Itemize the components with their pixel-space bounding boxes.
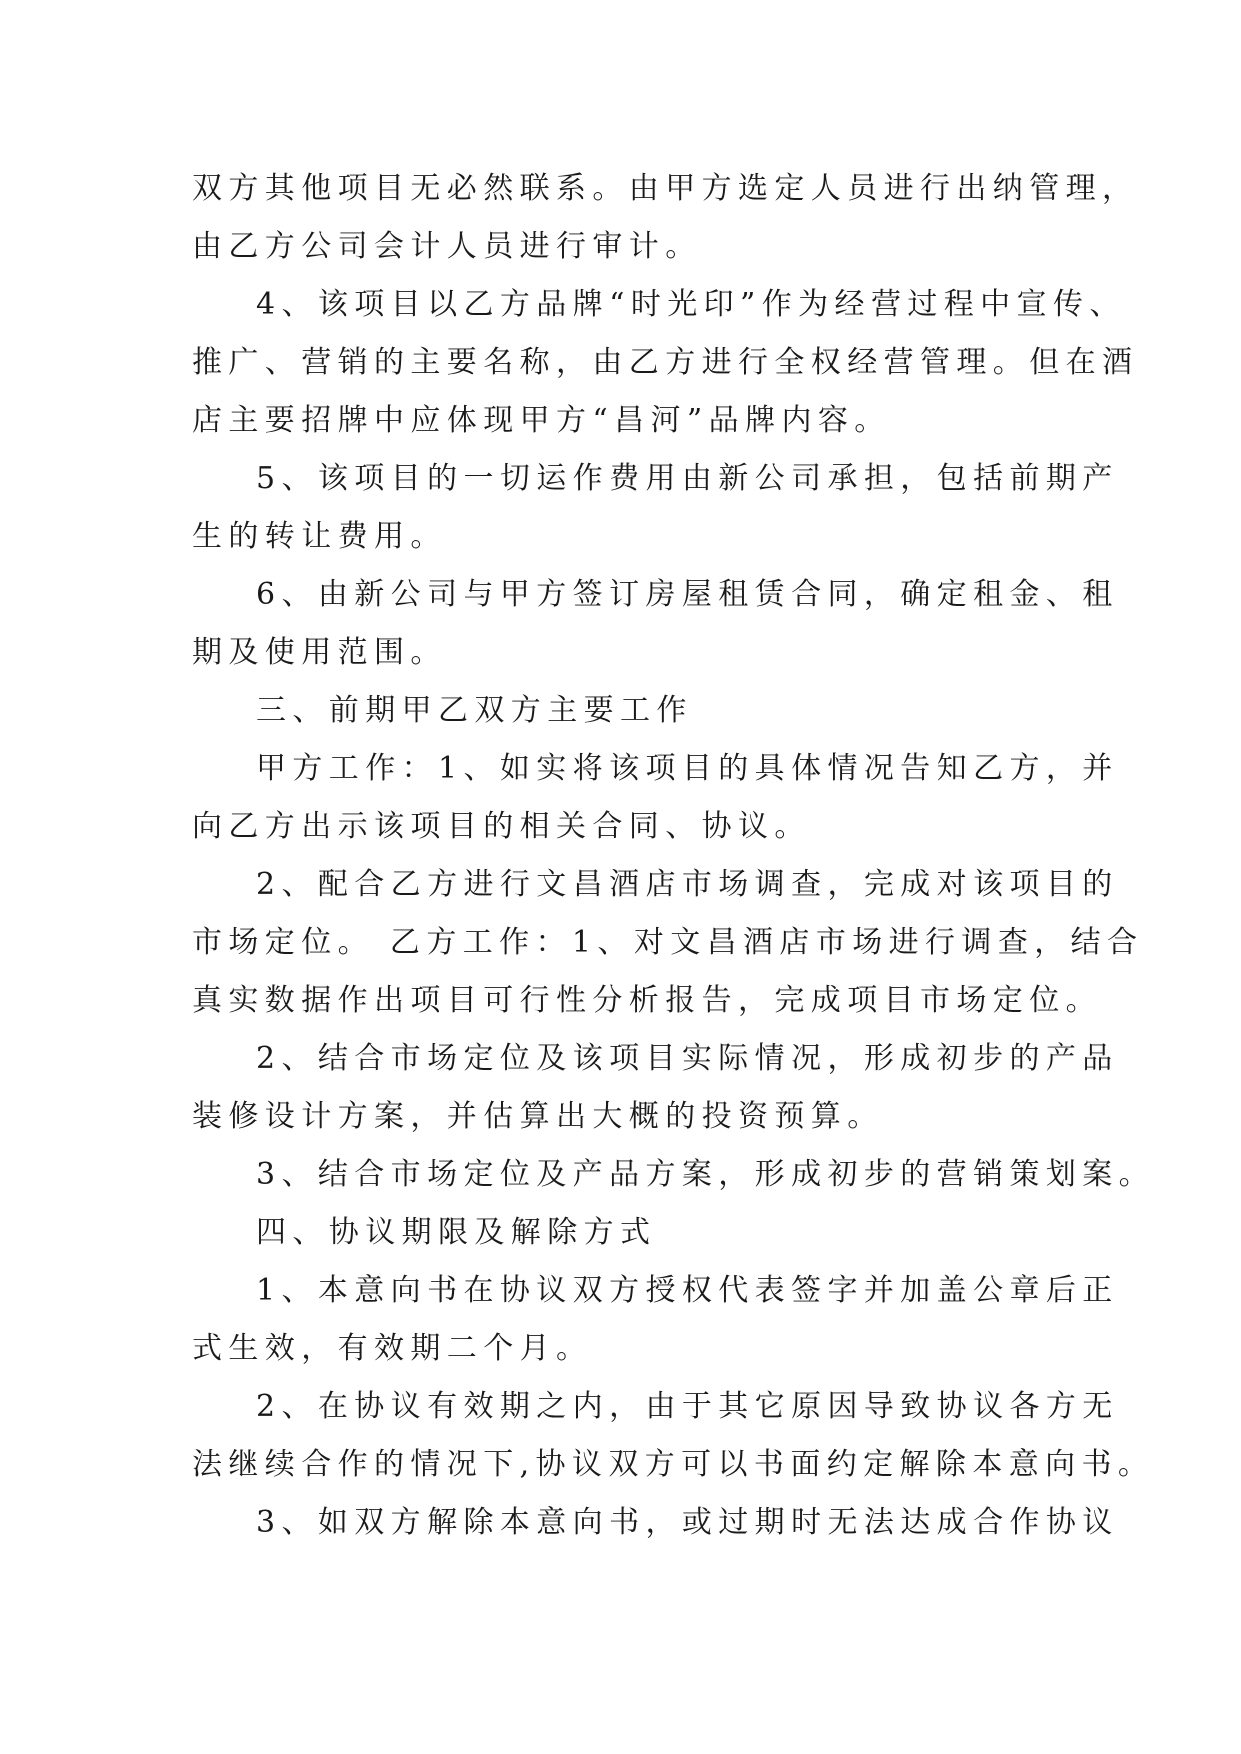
text-line: 双方其他项目无必然联系。由甲方选定人员进行出纳管理，	[192, 171, 1139, 206]
text-line: 5、该项目的一切运作费用由新公司承担，包括前期产	[256, 461, 1119, 496]
text-line: 式生效，有效期二个月。	[192, 1331, 593, 1366]
text-line: 1、本意向书在协议双方授权代表签字并加盖公章后正	[256, 1273, 1119, 1308]
text-line: 推广、营销的主要名称，由乙方进行全权经营管理。但在酒	[192, 345, 1139, 380]
text-line: 6、由新公司与甲方签订房屋租赁合同，确定租金、租	[256, 577, 1119, 612]
text-line: 2、在协议有效期之内，由于其它原因导致协议各方无	[256, 1389, 1119, 1424]
section-heading: 四、协议期限及解除方式	[256, 1215, 657, 1250]
text-line: 2、配合乙方进行文昌酒店市场调查，完成对该项目的	[256, 867, 1119, 902]
text-line: 由乙方公司会计人员进行审计。	[192, 229, 702, 264]
text-line: 市场定位。 乙方工作：1、对文昌酒店市场进行调查，结合	[192, 925, 1144, 960]
document-body	[192, 160, 1156, 1552]
text-line: 装修设计方案，并估算出大概的投资预算。	[192, 1099, 884, 1134]
section-heading: 三、前期甲乙双方主要工作	[256, 693, 693, 728]
text-line: 3、如双方解除本意向书，或过期时无法达成合作协议	[256, 1505, 1119, 1540]
text-line: 向乙方出示该项目的相关合同、协议。	[192, 809, 811, 844]
text-line: 生的转让费用。	[192, 519, 447, 554]
text-line: 期及使用范围。	[192, 635, 447, 670]
text-line: 甲方工作：1、如实将该项目的具体情况告知乙方，并	[256, 751, 1119, 786]
text-line: 真实数据作出项目可行性分析报告，完成项目市场定位。	[192, 983, 1102, 1018]
text-line: 3、结合市场定位及产品方案，形成初步的营销策划案。	[256, 1157, 1156, 1192]
text-line: 4、该项目以乙方品牌“时光印”作为经营过程中宣传、	[256, 287, 1126, 322]
text-line: 法继续合作的情况下,协议双方可以书面约定解除本意向书。	[192, 1447, 1155, 1482]
text-line: 2、结合市场定位及该项目实际情况，形成初步的产品	[256, 1041, 1119, 1076]
text-line: 店主要招牌中应体现甲方“昌河”品牌内容。	[192, 403, 891, 438]
